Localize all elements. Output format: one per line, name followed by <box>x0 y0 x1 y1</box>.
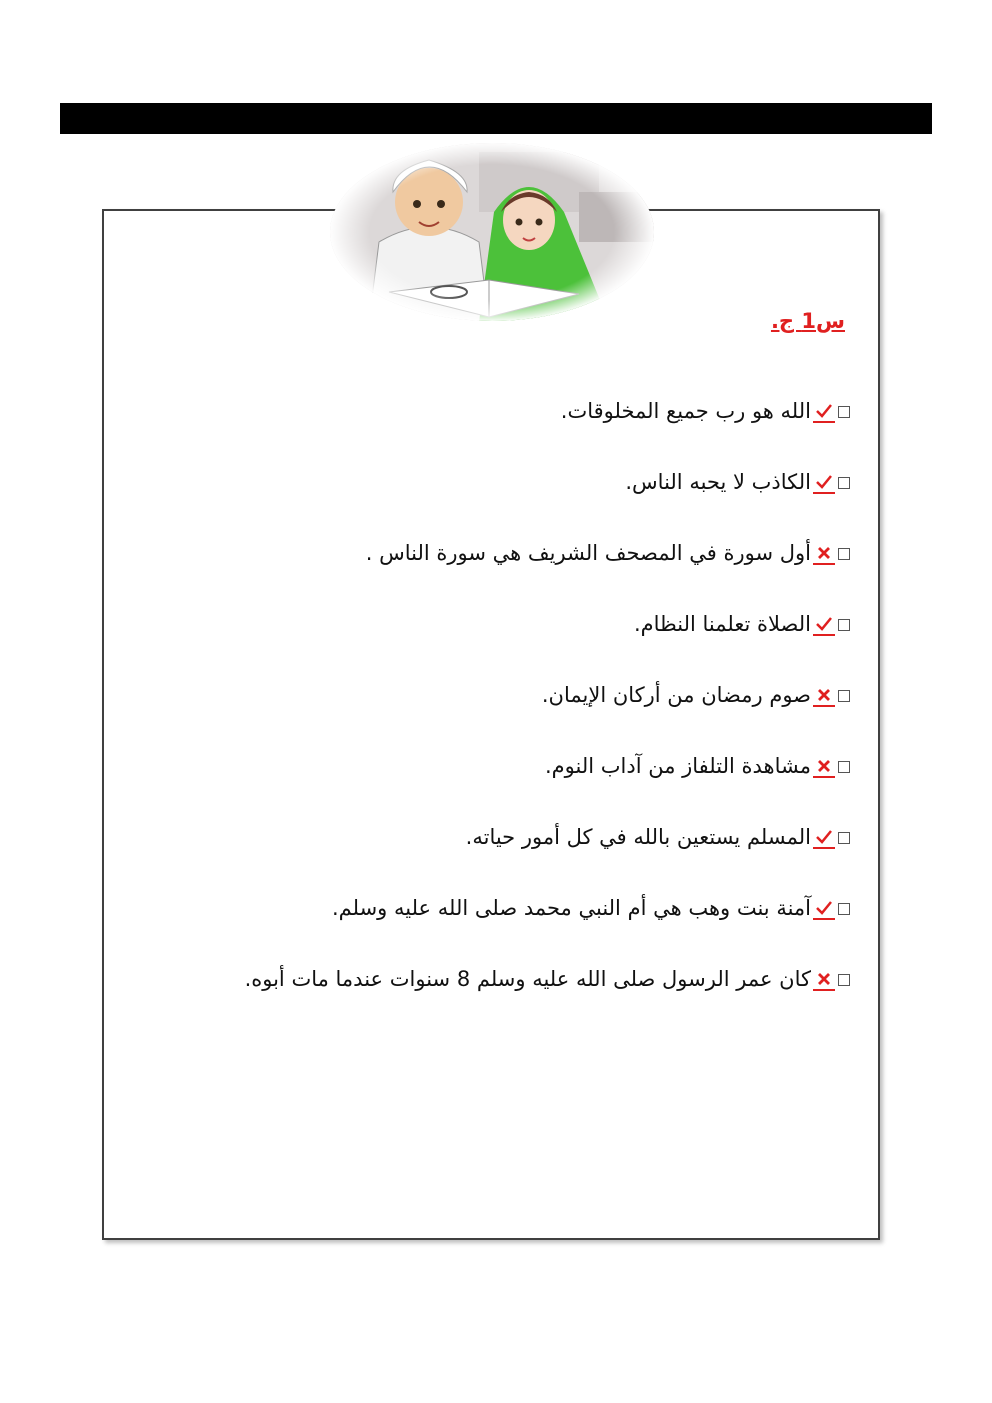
cross-mark-icon <box>813 685 835 707</box>
answer-item <box>200 518 850 589</box>
answer-item <box>200 731 850 802</box>
answer-text: مشاهدة التلفاز من آداب النوم. <box>545 754 811 778</box>
checkbox-icon[interactable] <box>838 548 850 560</box>
check-mark-icon <box>813 401 835 423</box>
checkbox-icon[interactable] <box>838 477 850 489</box>
cross-mark-icon <box>813 756 835 778</box>
check-mark-icon <box>813 827 835 849</box>
header-black-bar <box>60 103 932 134</box>
checkbox-icon[interactable] <box>838 761 850 773</box>
question-title: س1 ج. <box>770 309 845 333</box>
answer-text: الصلاة تعلمنا النظام. <box>633 612 811 636</box>
answer-text: أول سورة في المصحف الشريف هي سورة الناس . <box>365 541 811 565</box>
checkbox-icon[interactable] <box>838 690 850 702</box>
checkbox-icon[interactable] <box>838 406 850 418</box>
answer-text: المسلم يستعين بالله في كل أمور حياته. <box>465 825 811 849</box>
answer-text: صوم رمضان من أركان الإيمان. <box>541 683 811 707</box>
cross-mark-icon <box>813 543 835 565</box>
children-reading-illustration <box>329 142 655 322</box>
answer-item <box>200 589 850 660</box>
checkbox-icon[interactable] <box>838 832 850 844</box>
checkbox-icon[interactable] <box>838 903 850 915</box>
answer-item <box>200 376 850 447</box>
answer-item <box>200 802 850 873</box>
checkbox-icon[interactable] <box>838 974 850 986</box>
check-mark-icon <box>813 898 835 920</box>
answer-text: الله هو رب جميع المخلوقات. <box>560 399 811 423</box>
check-mark-icon <box>813 614 835 636</box>
answer-item <box>200 447 850 518</box>
answer-item <box>200 660 850 731</box>
answer-item <box>200 944 850 1015</box>
check-mark-icon <box>813 472 835 494</box>
answer-item <box>200 873 850 944</box>
checkbox-icon[interactable] <box>838 619 850 631</box>
answer-text: آمنة بنت وهب هي أم النبي محمد صلى الله عليه وسلم. <box>331 896 811 920</box>
answer-text: الكاذب لا يحبه الناس. <box>625 470 811 494</box>
cross-mark-icon <box>813 969 835 991</box>
answer-list <box>200 376 850 1015</box>
answer-text: كان عمر الرسول صلى الله عليه وسلم 8 سنوات عندما مات أبوه. <box>244 967 811 991</box>
